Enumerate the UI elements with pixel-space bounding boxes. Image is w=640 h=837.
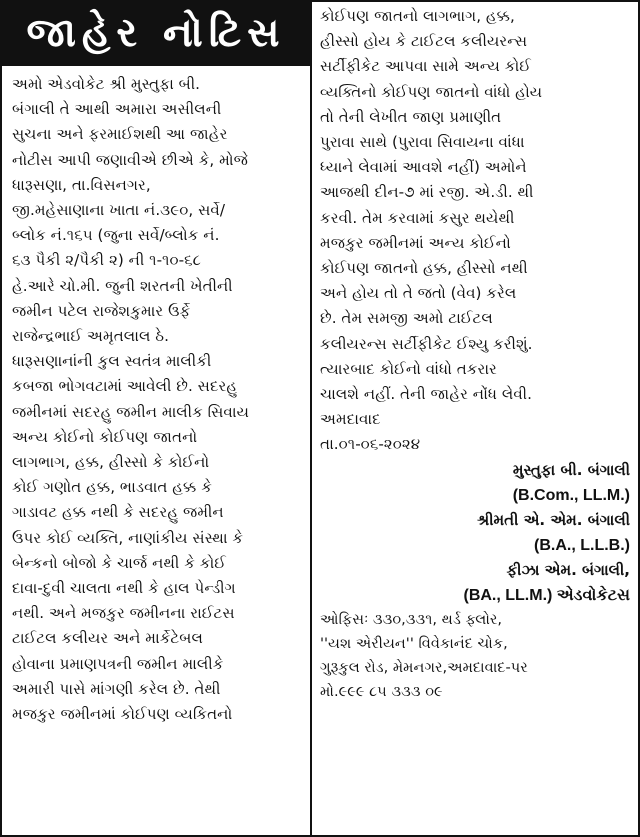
- notice-text-line: હીસ્સો હોય કે ટાઈટલ કલીયરન્સ: [320, 32, 528, 51]
- notice-text-line: ધારૂસણાનાંની કુલ સ્વતંત્ર માલીકી: [12, 352, 212, 371]
- notice-body-right: [312, 2, 638, 407]
- office-address-block: [312, 608, 638, 704]
- notice-text-line: છે. તેમ સમજી અમો ટાઈટલ: [320, 309, 493, 328]
- office-address-line: ''યશ એરીયન'' વિવેકાનંદ ચોક,: [320, 634, 508, 652]
- notice-text-line: નોટીસ આપી જણાવીએ છીએ કે, મોજે: [12, 150, 248, 169]
- notice-text-line: પુરાવા સાથે (પુરાવા સિવાયના વાંધા: [320, 133, 525, 152]
- notice-title-bar: [2, 2, 310, 66]
- notice-text-line: દાવા-દુવી ચાલતા નથી કે હાલ પેન્ડીગ: [12, 579, 236, 598]
- notice-text-line: વ્યક્તિનો કોઈપણ જાતનો વાંધો હોય: [320, 82, 543, 101]
- notice-right-column: [312, 2, 638, 835]
- notice-text-line: કબજા ભોગવટામાં આવેલી છે. સદરહુ: [12, 377, 238, 396]
- notice-body-left: [2, 66, 310, 727]
- signatory-line: (B.Com., LL.M.): [512, 486, 630, 504]
- office-address-line: ગુરૂકુલ રોડ, મેમનગર,અમદાવાદ-પર: [320, 658, 528, 676]
- notice-text-line: બેન્કનો બોજો કે ચાર્જ નથી કે કોઈ: [12, 553, 226, 572]
- notice-text-line: અમો એડવોકેટ શ્રી મુસ્તુફા બી.: [12, 75, 200, 93]
- notice-text-line: હે.આરે ચો.મી. જુની શરતની ખેતીની: [12, 276, 233, 295]
- notice-text-line: અને હોય તો તે જતો (વેવ) કરેલ: [320, 284, 517, 303]
- notice-text-line: જમીન પટેલ રાજેશકુમાર ઉર્ફે: [12, 301, 191, 320]
- notice-date: તા.૦૧-૦૬-૨૦૨૪: [320, 435, 421, 454]
- notice-text-line: કોઈ ગણોત હક્ક, ભાડવાત હક્ક કે: [12, 478, 212, 497]
- notice-text-line: બંગાલી તે આથી અમારા અસીલની: [12, 100, 222, 119]
- notice-text-line: જી.મહેસાણાના ખાતા નં.૩૯૦, સર્વે/: [12, 201, 225, 220]
- notice-text-line: હોવાના પ્રમાણપત્રની જમીન માલીકે: [12, 654, 224, 673]
- notice-text-line: મજકુર જમીનમાં કોઈપણ વ્યકિતનો: [12, 705, 233, 724]
- notice-text-line: આજથી દીન-૭ માં રજી. એ.ડી. થી: [320, 183, 534, 202]
- notice-text-line: કોઈપણ જાતનો હક્ક, હીસ્સો નથી: [320, 259, 528, 278]
- signatory-line: (BA., LL.M.) એડવોકેટસ: [463, 586, 630, 604]
- notice-text-line: સુચના અને ફરમાઈશથી આ જાહેર: [12, 125, 228, 144]
- notice-text-line: અમારી પાસે માંગણી કરેલ છે. તેથી: [12, 679, 221, 698]
- notice-text-line: કોઈપણ જાતનો લાગભાગ, હક્ક,: [320, 7, 515, 25]
- notice-text-line: ગાડાવટ હક્ક નથી કે સદરહુ જમીન: [12, 503, 224, 522]
- notice-text-line: બ્લોક નં.૧૬૫ (જુના સર્વે/બ્લોક નં.: [12, 226, 220, 245]
- notice-text-line: રાજેન્દ્રભાઈ અમૃતલાલ ઠે.: [12, 327, 169, 346]
- notice-text-line: સર્ટીફીકેટ આપવા સામે અન્ય કોઈ: [320, 57, 531, 76]
- notice-text-line: ધારૂસણા, તા.વિસનગર,: [12, 175, 151, 194]
- notice-text-line: અન્ય કોઈનો કોઈપણ જાતનો: [12, 427, 198, 446]
- signatory-block: [312, 458, 638, 608]
- notice-text-line: ધ્યાને લેવામાં આવશે નહીં) અમોને: [320, 158, 527, 177]
- notice-title: જાહેર નોટિસ: [26, 10, 286, 56]
- notice-text-line: કરવી. તેમ કરવામાં કસુર થયેથી: [320, 208, 515, 227]
- notice-text-line: મજકુર જમીનમાં અન્ય કોઈનો: [320, 233, 511, 252]
- signatory-line: મુસ્તુફા બી. બંગાલી: [512, 460, 630, 479]
- notice-text-line: જમીનમાં સદરહુ જમીન માલીક સિવાય: [12, 402, 250, 421]
- notice-text-line: ઉપર કોઈ વ્યક્તિ, નાણાંકીય સંસ્થા કે: [12, 528, 244, 547]
- notice-left-column: [2, 2, 312, 835]
- notice-place: અમદાવાદ: [320, 410, 381, 429]
- notice-text-line: લાગભાગ, હક્ક, હીસ્સો કે કોઈનો: [12, 453, 210, 472]
- signatory-line: ફીઝા એમ. બંગાલી,: [506, 560, 630, 579]
- notice-text-line: ત્યારબાદ કોઈનો વાંધો તકરાર: [320, 359, 497, 378]
- office-address-line: ઓફિસઃ ૩૩૦,૩૩૧, થર્ડ ફ્લોર,: [320, 610, 503, 628]
- signatory-line: (B.A., L.L.B.): [534, 536, 630, 554]
- notice-text-line: ૬૩ પૈકી ૨/પૈકી ૨) ની ૧-૧૦-૬૮: [12, 251, 201, 270]
- notice-text-line: કલીયરન્સ સર્ટીફીકેટ ઈશ્યુ કરીશું.: [320, 334, 533, 353]
- notice-text-line: તો તેની લેખીત જાણ પ્રમાણીત: [320, 107, 502, 126]
- office-address-line: મો.૯૯૯ ૮૫ ૩૩૩ ૦૯: [320, 682, 443, 700]
- signatory-line: શ્રીમતી એ. એમ. બંગાલી: [477, 510, 630, 529]
- notice-text-line: ચાલશે નહીં. તેની જાહેર નોંધ લેવી.: [320, 385, 532, 404]
- notice-text-line: ટાઈટલ કલીયર અને માર્કેટેબલ: [12, 629, 203, 648]
- notice-text-line: નથી. અને મજકુર જમીનના રાઈટસ: [12, 604, 235, 623]
